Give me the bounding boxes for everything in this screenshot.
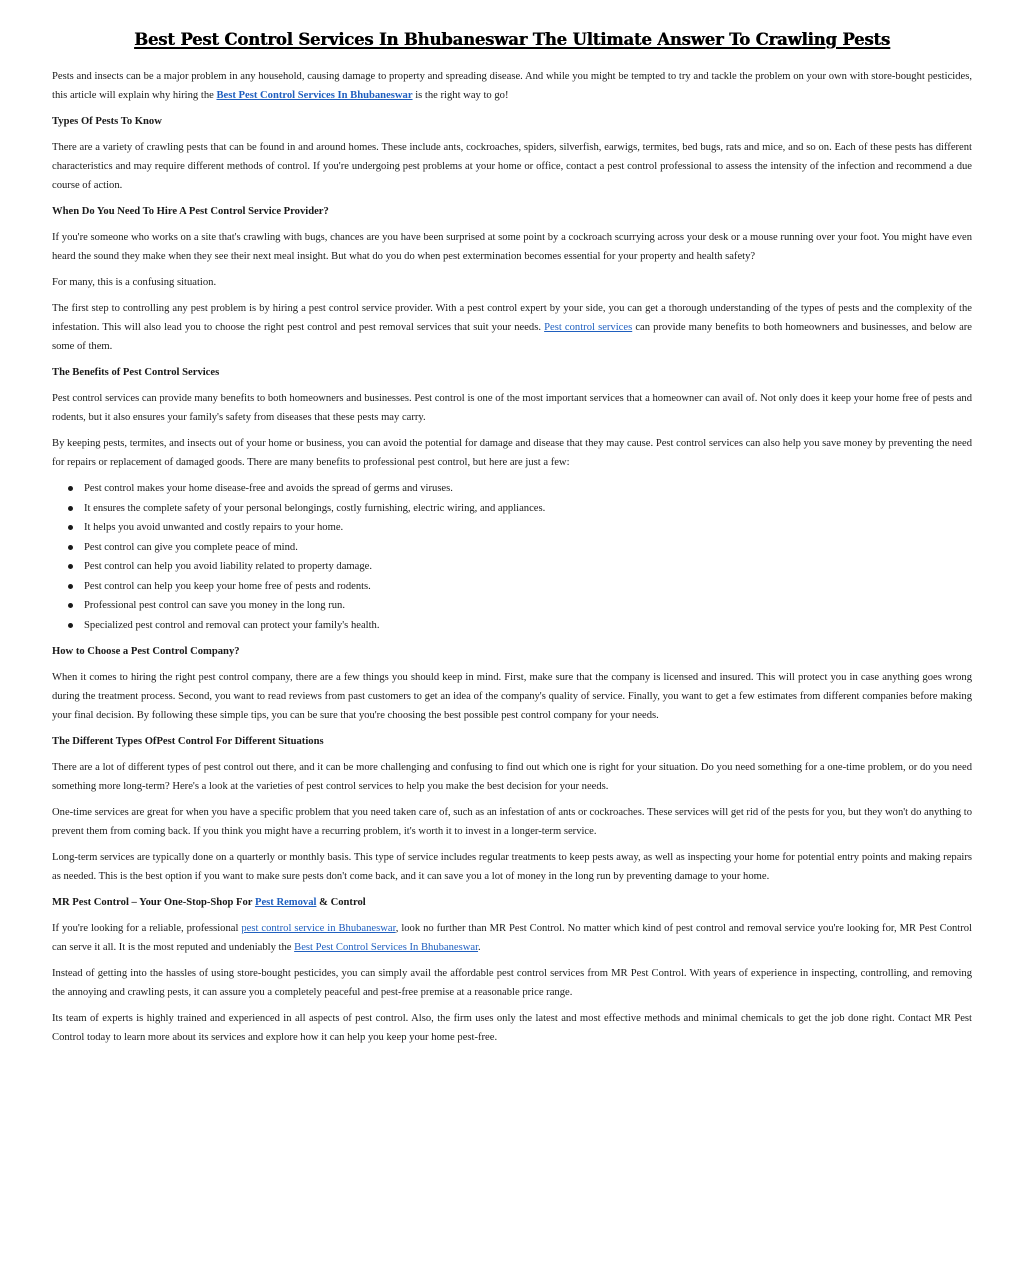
bullet-icon [68, 525, 73, 530]
intro-text-2: is the right way to go! [412, 90, 509, 101]
paragraph-benefits-2: By keeping pests, termites, and insects out of your home or business, you can avoid the potential for damage and disease that they may cause. Pest control services can also help you save money by preventing the need for repairs or replacement of damaged goods. There are many benefits to professional pest control, but here are just a few: [52, 438, 972, 468]
intro-link-best-pest-control[interactable]: Best Pest Control Services In Bhubaneswar [216, 90, 413, 101]
paragraph-different-types-3: Long-term services are typically done on a quarterly or monthly basis. This type of service includes regular treatments to keep pests away, as well as inspecting your home for potential entry points and making repairs as needed. This is the best option if you want to make sure pests don't come back, and it can save you a lot of money in the long run by preventing damage to your home. [52, 852, 972, 882]
list-item-text: Pest control can help you avoid liability related to property damage. [84, 561, 373, 572]
heading-different-types: The Different Types OfPest Control For Different Situations [52, 736, 324, 747]
paragraph-mr-1 [52, 919, 972, 957]
list-item [84, 518, 972, 538]
mr-text-1: If you're looking for a reliable, professional [52, 923, 242, 934]
list-item-text: Professional pest control can save you money in the long run. [84, 600, 345, 611]
list-item-text: Pest control makes your home disease-free and avoids the spread of germs and viruses. [84, 483, 453, 494]
paragraph-different-types-2: One-time services are great for when you have a specific problem that you need taken care of, such as an infestation of ants or cockroaches. These services will get rid of the pests for you, but they won't do anything to prevent them from coming back. If you think you might have a recurring problem, it's worth it to invest in a longer-term service. [52, 807, 972, 837]
paragraph-different-types-1: There are a lot of different types of pest control out there, and it can be more challenging and confusing to find out which one is right for your situation. Do you need something for a one-time problem, or do you need something more long-term? Here's a look at the varieties of pest control services to help you make the best decision for your needs. [52, 762, 972, 792]
heading-types-of-pests: Types Of Pests To Know [52, 116, 162, 127]
paragraph-types-of-pests: There are a variety of crawling pests that can be found in and around homes. These include ants, cockroaches, spiders, silverfish, earwigs, termites, bed bugs, rats and mice, and so on. Each of these pests has different characteristics and may require different methods of control. If you're undergoing pest problems at your home or office, contact a pest control professional to assess the intensity of the infection and recommend a due course of action. [52, 142, 972, 191]
heading-benefits: The Benefits of Pest Control Services [52, 367, 220, 378]
list-item [84, 538, 972, 558]
paragraph-mr-2: Instead of getting into the hassles of using store-bought pesticides, you can simply avail the affordable pest control services from MR Pest Control. With years of experience in inspecting, controlling, and removing the annoying and crawling pests, it can assure you a completely peaceful and pest-free premise at a reasonable price range. [52, 968, 972, 998]
list-item [84, 479, 972, 499]
list-item [84, 577, 972, 597]
bullet-icon [68, 623, 73, 628]
link-best-pest-control-services[interactable]: Best Pest Control Services In Bhubaneswar [294, 942, 479, 953]
list-item [84, 616, 972, 636]
bullet-icon [68, 584, 73, 589]
bullet-icon [68, 603, 73, 608]
mr-text-2: , look no further than MR Pest Control. No matter which kind of pest control and removal service you're looking for, MR Pest Control can serve it all. It is the most reputed and undeniably the [52, 923, 972, 953]
list-item-text: Specialized pest control and removal can protect your family's health. [84, 619, 380, 631]
list-item-text: Pest control can give you complete peace of mind. [84, 541, 298, 553]
paragraph-mr-3: Its team of experts is highly trained and experienced in all aspects of pest control. Also, the firm uses only the latest and most effective methods and minimal chemicals to get the job done right. Contact MR Pest Control today to learn more about its services and explore how it can help you keep your home pest-free. [52, 1013, 972, 1043]
heading-how-to-choose: How to Choose a Pest Control Company? [52, 646, 240, 657]
heading-when-to-hire: When Do You Need To Hire A Pest Control Service Provider? [52, 206, 329, 217]
when-text-1: The first step to controlling any pest problem is by hiring a pest control service provider. With a pest control expert by your side, you can get a thorough understanding of the types of pests and the complexity of the infestation. This will also lead you to choose the right pest control and pest removal services that suit your needs. [52, 303, 972, 333]
intro-text-1: Pests and insects can be a major problem in any household, causing damage to property and spreading disease. And while you might be tempted to try and tackle the problem on your own with store-bought pesticides, this article will explain why hiring the [52, 71, 972, 101]
link-pest-removal[interactable]: Pest Removal [254, 897, 317, 908]
bullet-icon [68, 506, 73, 511]
paragraph-when-to-hire-1: If you're someone who works on a site that's crawling with bugs, chances are you have been surprised at some point by a cockroach scurrying across your desk or a mouse running over your foot. You might have even heard the sound they make when they see their next meal insight. But what do you do when pest extermination becomes essential for your property and health safety? [52, 232, 972, 262]
list-item-text: Pest control can help you keep your home free of pests and rodents. [84, 580, 371, 592]
list-item [84, 499, 972, 519]
benefits-list [52, 479, 972, 635]
document-title: Best Pest Control Services In Bhubaneswar The Ultimate Answer To Crawling Pests [134, 30, 890, 49]
link-pest-control-services[interactable]: Pest control services [544, 322, 633, 333]
mr-text-3: . [478, 942, 481, 953]
mr-heading-text-1: MR Pest Control – Your One-Stop-Shop For [52, 897, 255, 908]
paragraph-benefits-1: Pest control services can provide many benefits to both homeowners and businesses. Pest control is one of the most important services that a homeowner can avail of. Not only does it keep your home free of pests and rodents, but it also ensures your family's safety from diseases that these pests may carry. [52, 393, 972, 423]
paragraph-when-to-hire-3 [52, 299, 972, 356]
heading-mr-pest-control [52, 893, 972, 912]
list-item [84, 596, 972, 616]
list-item-text: It helps you avoid unwanted and costly repairs to your home. [84, 522, 344, 533]
bullet-icon [68, 545, 73, 550]
mr-heading-text-2: & Control [316, 897, 366, 908]
link-pest-control-service-bhubaneswar[interactable]: pest control service in Bhubaneswar [241, 923, 396, 934]
list-item-text: It ensures the complete safety of your personal belongings, costly furnishing, electric wiring, and appliances. [84, 502, 546, 514]
paragraph-when-to-hire-2: For many, this is a confusing situation. [52, 277, 217, 288]
list-item [84, 557, 972, 577]
bullet-icon [68, 564, 73, 569]
bullet-icon [68, 486, 73, 491]
intro-paragraph [52, 67, 972, 105]
paragraph-how-to-choose: When it comes to hiring the right pest control company, there are a few things you should keep in mind. First, make sure that the company is licensed and insured. This will protect you in case anything goes wrong during the treatment process. Second, you want to read reviews from past customers to get an idea of the company's quality of service. Finally, you want to get a few estimates from different companies before making your final decision. By following these simple tips, you can be sure that you're choosing the best possible pest control company for your needs. [52, 672, 972, 721]
when-text-2: can provide many benefits to both homeowners and businesses, and below are some of them. [52, 322, 972, 352]
